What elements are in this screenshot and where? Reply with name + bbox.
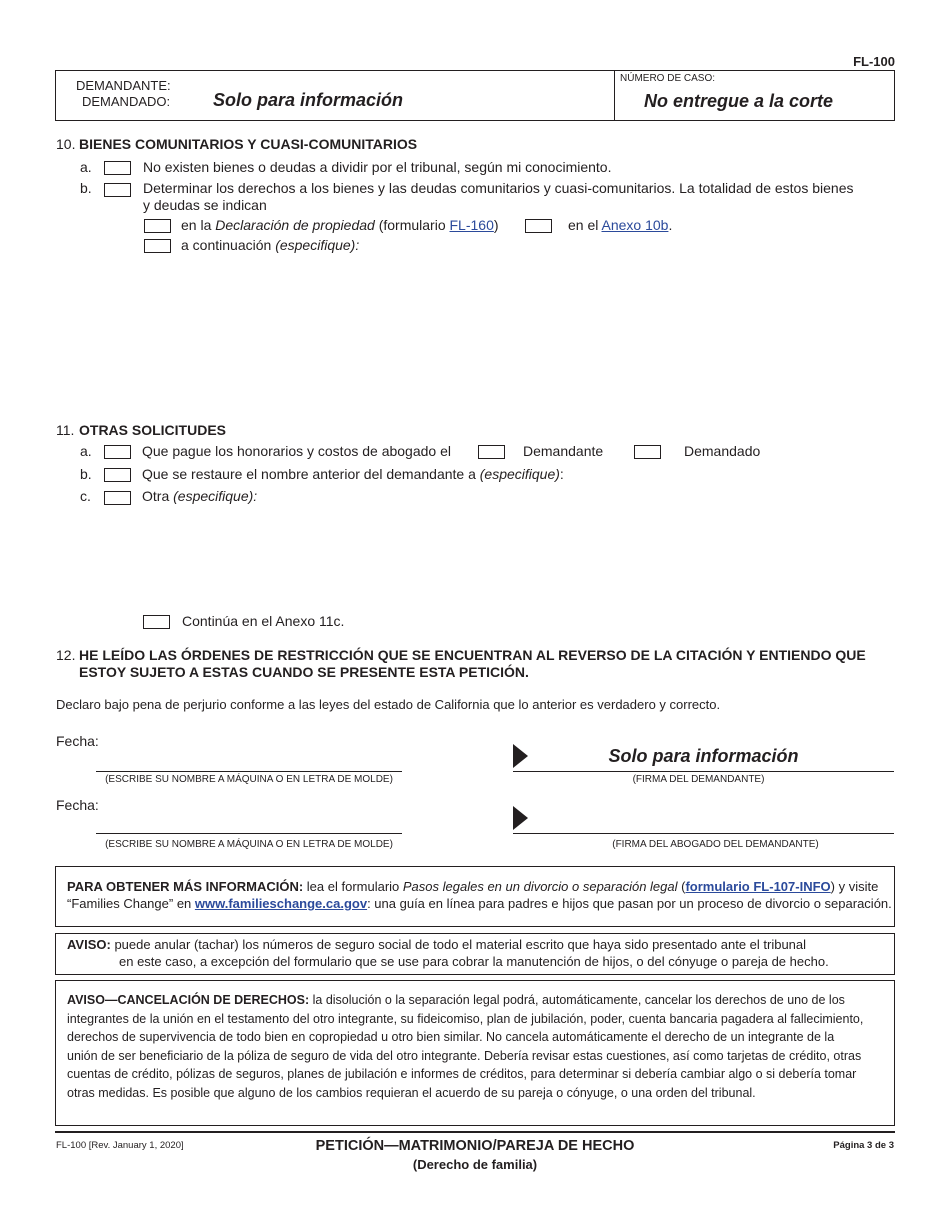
party-name: Solo para información xyxy=(213,90,404,110)
item-11a-text: Que pague los honorarios y costos de abogado el xyxy=(142,443,451,459)
section-12-title-2: ESTOY SUJETO A ESTAS CUANDO SE PRESENTE ESTA PETICIÓN. xyxy=(79,664,529,680)
name-caption-2: (ESCRIBE SU NOMBRE A MÁQUINA O EN LETRA DE MOLDE) xyxy=(105,839,393,850)
item-10b-label: b. xyxy=(80,180,92,196)
item-10b-text-2: y deudas se indican xyxy=(143,197,267,213)
footer-subtitle: (Derecho de familia) xyxy=(412,1157,538,1172)
info-line-1: PARA OBTENER MÁS INFORMACIÓN: lea el formulario Pasos legales en un divorcio o separación legal (formulario FL-107-INFO) y visite xyxy=(67,879,879,894)
rights-box xyxy=(55,980,895,1126)
respondent-label: DEMANDADO: xyxy=(82,94,171,109)
date-label-2: Fecha: xyxy=(56,797,99,813)
option-below: a continuación (especifique): xyxy=(181,237,360,253)
checkbox-10a[interactable] xyxy=(104,161,131,175)
date-label-1: Fecha: xyxy=(56,733,99,749)
item-11a-label: a. xyxy=(80,443,92,459)
checkbox-10b[interactable] xyxy=(104,183,131,197)
name-caption-1: (ESCRIBE SU NOMBRE A MÁQUINA O EN LETRA DE MOLDE) xyxy=(105,774,393,785)
checkbox-11c[interactable] xyxy=(104,491,131,505)
notice-line-1: AVISO: puede anular (tachar) los números de seguro social de todo el material escrito que haya sido presentado ante el tribunal xyxy=(67,937,807,952)
section-10-title: BIENES COMUNITARIOS Y CUASI-COMUNITARIOS xyxy=(79,136,418,152)
option-petitioner: Demandante xyxy=(523,443,604,459)
checkbox-11c-continued[interactable] xyxy=(143,615,170,629)
item-10a-text: No existen bienes o deudas a dividir por el tribunal, según mi conocimiento. xyxy=(143,159,612,175)
item-11c-text: Otra (especifique): xyxy=(142,488,258,504)
fl160-link[interactable]: FL-160 xyxy=(449,217,494,233)
petitioner-label: DEMANDANTE: xyxy=(76,78,171,93)
form-id: FL-100 xyxy=(853,54,895,69)
fl107-info-link[interactable]: formulario FL-107-INFO xyxy=(685,879,831,894)
info-box xyxy=(55,866,895,927)
name-line-2[interactable] xyxy=(96,833,402,834)
checkbox-11a[interactable] xyxy=(104,445,131,459)
rights-text: AVISO—CANCELACIÓN DE DERECHOS: la disolución o la separación legal podrá, automáticamente, cancelar los derechos de uno de los integrantes de la unión en el testamento del otro integrante, su fideicomiso, plan de jubilación, poder, cuenta bancaria pagadera al fallecimiento, derechos de supervivencia de todo bien en copropiedad u otro bien similar. No cancela automáticamente el derecho de un integrante de la unión de ser beneficiario de la póliza de seguro de vida del otro integrante. Debería revisar estas cuestiones, así como tarjetas de crédito, otras cuentas de crédito, pólizas de seguros, planes de jubilación e informes de créditos, para determinar si debería cambiar algo o si debería tomar otras medidas. Es posible que alguno de los cambios requieran el acuerdo de su pareja o cónyuge, o una orden del tribunal. xyxy=(67,993,864,1100)
checkbox-11a-petitioner[interactable] xyxy=(478,445,505,459)
attachment-10b-link[interactable]: Anexo 10b xyxy=(601,217,669,233)
section-10-number: 10. xyxy=(56,136,76,152)
declaration-text: Declaro bajo pena de perjurio conforme a las leyes del estado de California que lo anterior es verdadero y correcto. xyxy=(56,697,721,712)
families-change-link[interactable]: www.familieschange.ca.gov xyxy=(194,896,368,911)
item-11c-label: c. xyxy=(80,488,91,504)
continued-text: Continúa en el Anexo 11c. xyxy=(182,613,345,629)
option-respondent: Demandado xyxy=(684,443,761,459)
checkbox-11b[interactable] xyxy=(104,468,131,482)
case-number-label: NÚMERO DE CASO: xyxy=(620,73,716,84)
footer-revision: FL-100 [Rev. January 1, 2020] xyxy=(56,1140,184,1151)
footer-rule xyxy=(55,1131,895,1133)
section-12-number: 12. xyxy=(56,647,76,663)
signature-line-1[interactable] xyxy=(513,771,894,772)
notice-line-2: en este caso, a excepción del formulario que se use para cobrar la manutención de hijos, o del cónyuge o pareja de hecho. xyxy=(119,954,829,969)
item-11b-text: Que se restaure el nombre anterior del demandante a (especifique): xyxy=(142,466,564,482)
name-line-1[interactable] xyxy=(96,771,402,772)
info-line-2: “Families Change” en www.familieschange.ca.gov: una guía en línea para padres e hijos que pasan por un proceso de divorcio o separación. xyxy=(67,896,892,911)
signature-line-2[interactable] xyxy=(513,833,894,834)
notice-box xyxy=(55,933,895,975)
item-11b-label: b. xyxy=(80,466,92,482)
sign-arrow-icon xyxy=(513,806,528,830)
footer-page: Página 3 de 3 xyxy=(833,1140,894,1151)
option-declaration: en la Declaración de propiedad (formulario FL-160) xyxy=(181,217,499,233)
option-attachment: en el Anexo 10b. xyxy=(568,217,673,233)
checkbox-10b-below[interactable] xyxy=(144,239,171,253)
item-10b-text-1: Determinar los derechos a los bienes y las deudas comunitarios y cuasi-comunitarios. La totalidad de estos bienes xyxy=(143,180,854,196)
footer-title: PETICIÓN—MATRIMONIO/PAREJA DE HECHO xyxy=(315,1138,635,1154)
section-11-number: 11. xyxy=(56,422,75,438)
checkbox-10b-declaration[interactable] xyxy=(144,219,171,233)
item-10a-label: a. xyxy=(80,159,92,175)
section-11-title: OTRAS SOLICITUDES xyxy=(79,422,227,438)
signature-caption-2: (FIRMA DEL ABOGADO DEL DEMANDANTE) xyxy=(612,839,819,850)
caption-divider xyxy=(614,71,615,120)
checkbox-11a-respondent[interactable] xyxy=(634,445,661,459)
signature-caption-1: (FIRMA DEL DEMANDANTE) xyxy=(632,774,765,785)
section-12-title-1: HE LEÍDO LAS ÓRDENES DE RESTRICCIÓN QUE SE ENCUENTRAN AL REVERSO DE LA CITACIÓN Y ENTIENDO QUE xyxy=(79,647,866,663)
case-number-value: No entregue a la corte xyxy=(644,91,834,111)
checkbox-10b-attachment[interactable] xyxy=(525,219,552,233)
signature-value-1: Solo para información xyxy=(608,746,799,766)
